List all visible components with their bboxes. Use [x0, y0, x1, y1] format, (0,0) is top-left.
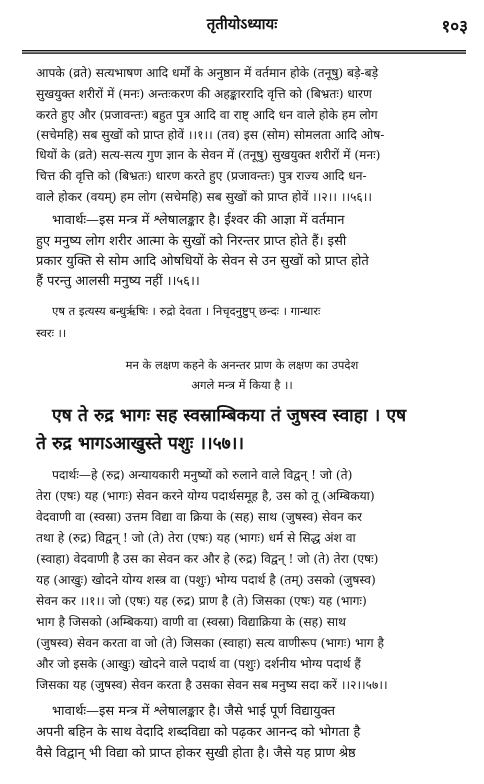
commentary-line: धियों के (व्रते) सत्य-सत्य गुण ज्ञान के सेवन में (तनूषु) सुखयुक्त शरीरों में (मनः): [36, 148, 381, 162]
bhavarth-line: भावार्थः—इस मन्त्र में श्लेषालङ्कार है। ईश्वर की आज्ञा में वर्तमान: [52, 213, 345, 228]
mantra-text: ते रुद्र भागऽआखुस्ते पशुः ।।५७।।: [36, 434, 245, 454]
mantra-meta: एष त इत्यस्य बन्धुर्ऋषिः । रुद्रो देवता । निचृदनुष्टुप् छन्दः । गान्धारः: [52, 304, 321, 318]
bhavarth-line: हुए मनुष्य लोग शरीर आत्मा के सुखों को निरन्तर प्राप्त होते हैं। इसी: [36, 234, 347, 249]
padarth-line: तेरा (एषः) यह (भागः) सेवन करने योग्य पदार्थसमूह है, उस को तू (अम्बिकया): [36, 489, 375, 503]
commentary-line: (सचेमहि) सब सुखों को प्राप्त होवें ।।१।। (तव) इस (सोम) सोमलता आदि ओष-: [36, 128, 385, 142]
mantra-intro: अगले मन्त्र में किया है ।।: [191, 378, 293, 392]
padarth-line: भाग है जिसको (अम्बिकया) वाणी वा (स्वस्रा) विद्याक्रिया के (सह) साथ: [36, 615, 346, 629]
bhavarth-line: भावार्थः—इस मन्त्र में श्लेषालङ्कार है। जैसे भाई पूर्ण विद्यायुक्त: [52, 704, 335, 719]
chapter-title: तृतीयोऽध्यायः: [206, 15, 278, 33]
mantra-intro: मन के लक्षण कहने के अनन्तर प्राण के लक्षण का उपदेश: [125, 358, 359, 372]
padarth-line: वेदवाणी वा (स्वस्रा) उत्तम विद्या वा क्रिया के (सह) साथ (जुषस्व) सेवन कर: [36, 510, 362, 524]
padarth-line: तथा हे (रुद्र) विद्वन् ! जो (ते) तेरा (एषः) यह (भागः) धर्म से सिद्ध अंश वा: [36, 531, 356, 545]
header-rule: [22, 50, 466, 54]
commentary-line: चित्त की वृत्ति को (बिभ्रतः) धारण करते हुए (प्रजावन्तः) पुत्र राज्य आदि धन-: [36, 169, 367, 183]
bhavarth-line: प्रकार युक्ति से सोम आदि ओषधियों के सेवन से उन सुखों को प्राप्त होते: [36, 254, 369, 269]
mantra-meta: स्वरः ।।: [36, 326, 67, 340]
padarth-line: यह (आखुः) खोदने योग्य शस्त्र वा (पशुः) भोग्य पदार्थ है (तम्) उसको (जुषस्व): [36, 573, 376, 587]
mantra-text: एष ते रुद्र भागः सह स्वस्राम्बिकया तं जुषस्व स्वाहा । एष: [52, 406, 407, 426]
commentary-line: वाले होकर (वयम्) हम लोग (सचेमहि) सब सुखों को प्राप्त होवें ।।२।। ।।५६।।: [36, 190, 372, 204]
page-number: १०३: [441, 17, 468, 37]
commentary-line: सुखयुक्त शरीरों में (मनः) अन्तःकरण की अहङ्काररादि वृत्ति को (बिभ्रतः) धारण: [36, 87, 372, 101]
commentary-line: आपके (व्रते) सत्यभाषण आदि धर्मों के अनुष्ठान में वर्तमान होके (तनूषु) बड़े-बड़े: [36, 66, 379, 80]
padarth-line: सेवन कर ।।१।। जो (एषः) यह (रुद्र) प्राण है (ते) जिसका (एषः) यह (भागः): [36, 594, 367, 608]
padarth-line: (जुषस्व) सेवन करता वा जो (ते) जिसका (स्वाहा) सत्य वाणीरूप (भागः) भाग है: [36, 636, 384, 650]
running-header: [0, 14, 484, 42]
bhavarth-line: हैं परन्तु आलसी मनुष्य नहीं ।।५६।।: [36, 274, 200, 289]
padarth-line: (स्वाहा) वेदवाणी है उस का सेवन कर और हे (रुद्र) विद्वन् ! जो (ते) तेरा (एषः): [36, 552, 379, 566]
padarth-line: और जो इसके (आखुः) खोदने वाले पदार्थ वा (पशुः) दर्शनीय भोग्य पदार्थ हैं: [36, 657, 361, 671]
commentary-line: करते हुए और (प्रजावन्तः) बहुत पुत्र आदि वा राष्ट् आदि धन वाले होके हम लोग: [36, 108, 378, 122]
bhavarth-line: वैसे विद्वान् भी विद्या को प्राप्त होकर सुखी होता है। जैसे यह प्राण श्रेष्ठ: [36, 746, 356, 761]
padarth-line: जिसका यह (जुषस्व) सेवन करता है उसका सेवन सब मनुष्य सदा करें ।।२।।५७।।: [36, 678, 388, 692]
padarth-line: पदार्थः—हे (रुद्र) अन्यायकारी मनुष्यों को रुलाने वाले विद्वन् ! जो (ते): [52, 468, 353, 482]
bhavarth-line: अपनी बहिन के साथ वेदादि शब्दविद्या को पढ़कर आनन्द को भोगता है: [36, 725, 361, 740]
